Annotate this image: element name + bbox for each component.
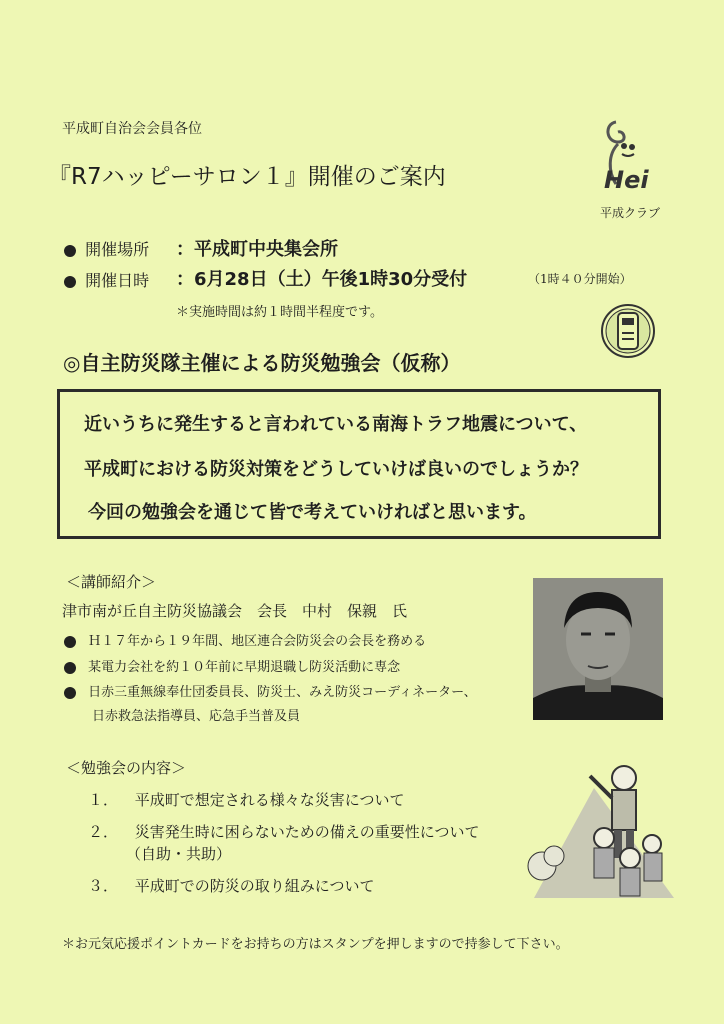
hei-club-logo — [594, 114, 666, 222]
bullet-icon — [64, 276, 76, 288]
venue-label: 開催場所 — [85, 240, 150, 259]
venue-row — [64, 237, 149, 260]
logo-caption: 平成クラブ — [600, 206, 661, 220]
logo-text: Hei — [604, 166, 649, 194]
instructor-bullet-3: 日赤三重無線奉仕団委員長、防災士、みえ防災コーディネーター、 — [64, 681, 477, 700]
page-title: 『R7ハッピーサロン１』開催のご案内 — [48, 164, 446, 190]
content-item-1: １． 平成町で想定される様々な災害について — [88, 791, 405, 809]
bullet-icon — [64, 687, 76, 699]
intro-box — [57, 389, 661, 539]
bullet-icon — [64, 662, 76, 674]
bullet-icon — [64, 636, 76, 648]
firefighters-icon — [524, 748, 676, 908]
duration-note: ＊実施時間は約１時間半程度です。 — [176, 305, 383, 320]
instructor-bullet-3-cont: 日赤救急法指導員、応急手当普及員 — [92, 709, 301, 724]
intro-line-3: 今回の勉強会を通じて皆で考えていければと思います。 — [88, 502, 537, 523]
point-card-icon — [600, 303, 656, 359]
datetime-note: （1時４０分開始） — [528, 272, 632, 286]
bullet-icon — [64, 245, 76, 257]
footer-note: ＊お元気応援ポイントカードをお持ちの方はスタンプを押しますので持参して下さい。 — [62, 937, 569, 952]
datetime-value: ：6月28日（土）午後1時30分受付 — [176, 269, 468, 290]
addressee: 平成町自治会会員各位 — [62, 121, 202, 137]
instructor-heading: ＜講師紹介＞ — [66, 573, 157, 591]
instructor-name: 津市南が丘自主防災協議会 会長 中村 保親 氏 — [62, 602, 408, 620]
intro-line-2: 平成町における防災対策をどうしていけば良いのでしょうか？ — [84, 459, 588, 480]
content-heading: ＜勉強会の内容＞ — [66, 759, 187, 777]
datetime-row — [64, 268, 149, 291]
disaster-drill-illustration — [524, 748, 676, 908]
instructor-bullet-2: 某電力会社を約１０年前に早期退職し防災活動に専念 — [64, 656, 400, 675]
content-item-3: ３． 平成町での防災の取り組みについて — [88, 877, 375, 895]
section-heading: ◎自主防災隊主催による防災勉強会（仮称） — [63, 351, 461, 375]
intro-line-1: 近いうちに発生すると言われている南海トラフ地震について、 — [84, 414, 588, 435]
instructor-bullet-1: Ｈ１７年から１９年間、地区連合会防災会の会長を務める — [64, 630, 426, 649]
content-item-2: ２． 災害発生時に困らないための備えの重要性について — [88, 823, 480, 841]
instructor-photo — [533, 578, 663, 720]
content-item-2-cont: （自助・共助） — [126, 845, 232, 863]
datetime-label: 開催日時 — [85, 271, 150, 290]
venue-value: ：平成町中央集会所 — [176, 239, 338, 260]
